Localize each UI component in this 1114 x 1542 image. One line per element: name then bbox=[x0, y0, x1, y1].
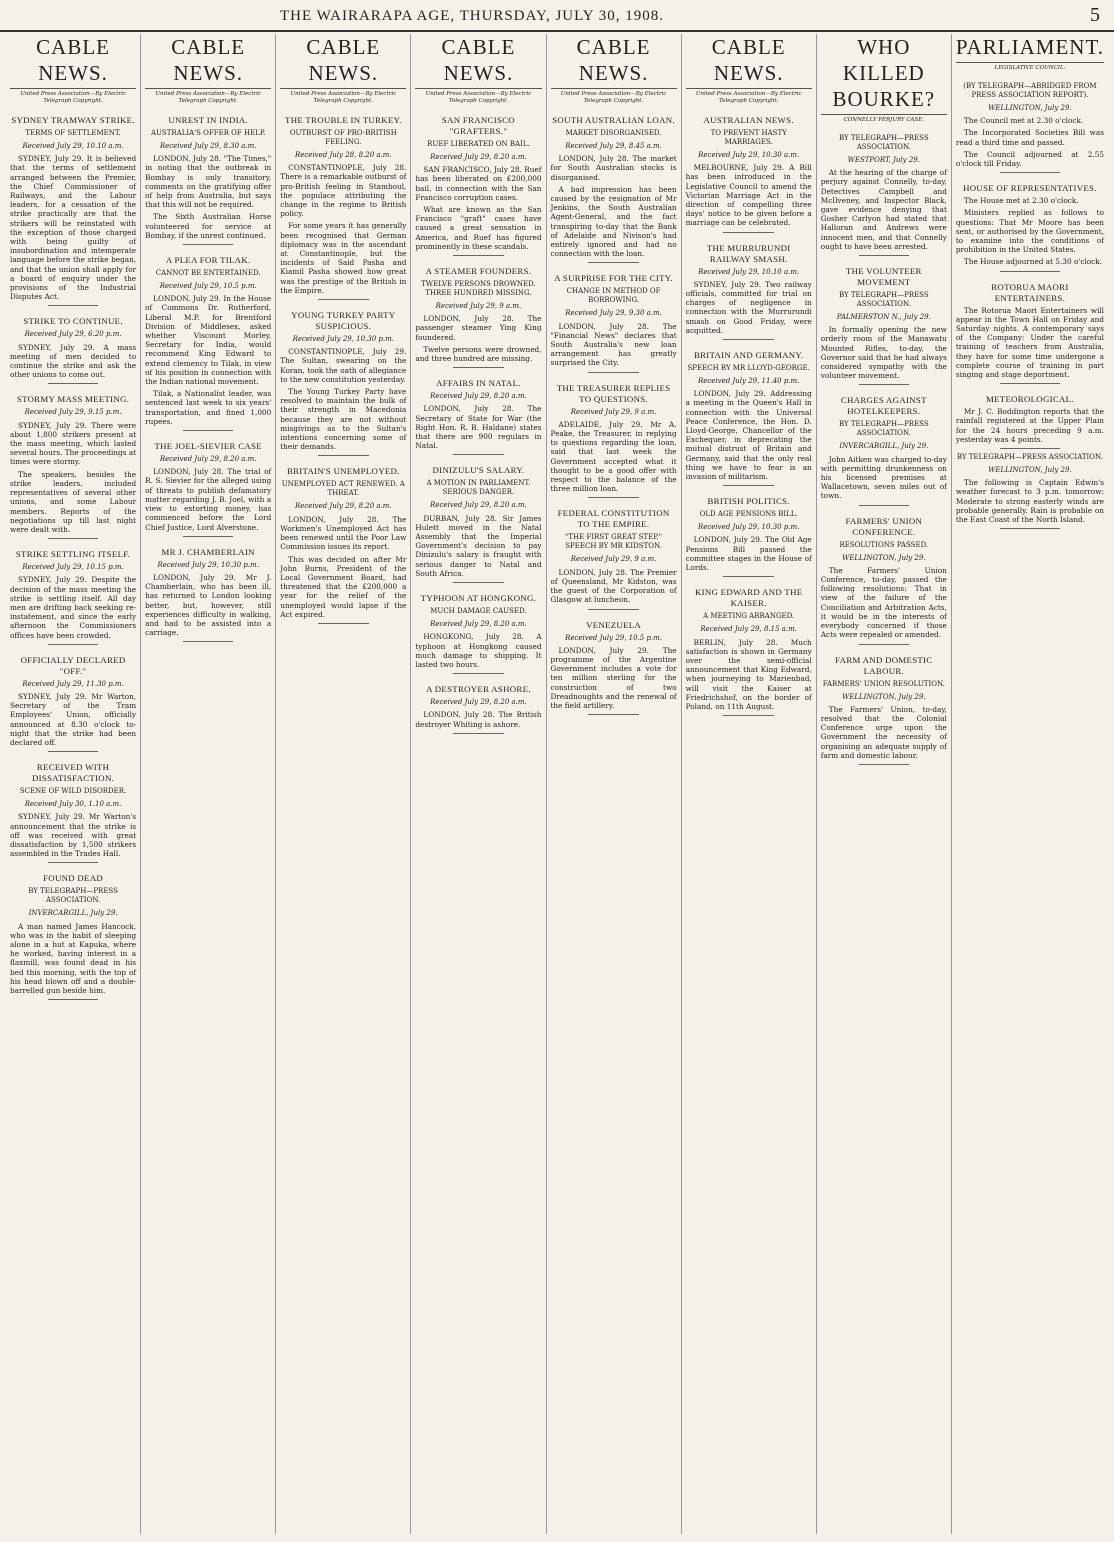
article-headline: HOUSE OF REPRESENTATIVES. bbox=[963, 183, 1097, 194]
article-dateline: Received July 29, 10.5 p.m. bbox=[159, 282, 257, 291]
divider bbox=[48, 999, 98, 1000]
column-header: PARLIAMENT. bbox=[956, 34, 1104, 63]
column-header: CABLE NEWS. bbox=[415, 34, 541, 89]
divider bbox=[588, 372, 638, 373]
article-paragraph: MELBOURNE, July 29. A Bill has been introduced in the Legislative Council to amend the Victorian Marriage Act in the direction of compelling three days' notice to be given before a marriage can be celebrated. bbox=[685, 163, 812, 228]
article-headline: A STEAMER FOUNDERS. bbox=[425, 266, 532, 277]
article-headline: SOUTH AUSTRALIAN LOAN. bbox=[552, 115, 675, 125]
article-paragraph: In formally opening the new orderly room of the Manawatu Mounted Rifles, to-day, the Governor said that he had always considered sympathy with the volunteer movement. bbox=[820, 325, 947, 381]
divider bbox=[318, 623, 368, 624]
article-paragraph: The House met at 2.30 o'clock. bbox=[963, 196, 1079, 206]
article-headline: VENEZUELA bbox=[586, 619, 642, 630]
article-headline: STORMY MASS MEETING. bbox=[16, 394, 130, 405]
article-paragraph: HONGKONG, July 28. A typhoon at Hongkong caused much damage to shipping. It lasted two hours. bbox=[415, 632, 542, 669]
article-subheading: BY TELEGRAPH—PRESS ASSOCIATION. bbox=[956, 453, 1103, 462]
article-dateline: WELLINGTON, July 29. bbox=[842, 553, 926, 562]
article-paragraph: CONSTANTINOPLE, July 29. The Sultan, swearing on the Koran, took the oath of allegiance to the new constitution yesterday. bbox=[280, 347, 407, 384]
column-credit: United Press Association—By Electric Telegraph Copyright. bbox=[20, 91, 126, 104]
article-subheading: CANNOT BE ENTERTAINED. bbox=[155, 269, 261, 278]
article-headline: FEDERAL CONSTITUTION TO THE EMPIRE. bbox=[557, 508, 670, 530]
column-header: CABLE NEWS. bbox=[551, 34, 677, 89]
article-paragraph: Twelve persons were drowned, and three hundred are missing. bbox=[415, 344, 542, 364]
article-dateline: Received July 29, 8.20 a.m. bbox=[430, 501, 527, 510]
article-headline: FOUND DEAD bbox=[43, 873, 104, 884]
article-subheading: RUEF LIBERATED ON BAIL. bbox=[427, 140, 530, 148]
article-headline: STRIKE SETTLING ITSELF. bbox=[15, 549, 131, 560]
article-dateline: Received July 29, 8.15 a.m. bbox=[700, 625, 798, 634]
column bbox=[682, 34, 817, 1534]
divider bbox=[48, 751, 98, 752]
article-paragraph: The Sixth Australian Horse volunteered for service at Bombay, if the unrest continued. bbox=[145, 212, 272, 240]
article-dateline: Received July 29, 8.20 a.m. bbox=[294, 502, 392, 511]
article-dateline: PALMERSTON N., July 29. bbox=[836, 313, 931, 322]
article-dateline: WELLINGTON, July 29. bbox=[988, 466, 1072, 475]
article-dateline: Received July 29, 9 a.m. bbox=[570, 407, 657, 416]
article-paragraph: Tilak, a Nationalist leader, was sentenced last week to six years' transportation, and fined 1,000 rupees. bbox=[145, 389, 272, 426]
article-subheading: TERMS OF SETTLEMENT. bbox=[25, 129, 121, 137]
column-header: CABLE NEWS. bbox=[145, 34, 271, 89]
article-paragraph: The Incorporated Societies Bill was read a third time and passed. bbox=[955, 128, 1104, 147]
column bbox=[952, 34, 1108, 1534]
article-headline: FARMERS' UNION CONFERENCE. bbox=[845, 515, 923, 537]
article-paragraph: The Young Turkey Party have resolved to maintain the bulk of their strength in Macedonia because they are not without misgivings as to the Sultan's intentions concerning some of their demands. bbox=[280, 387, 407, 452]
article-paragraph: At the hearing of the charge of perjury against Connelly, to-day, Detectives Campbell and McIlveney, and Inspector Black, gave evidence denying that Gosher Carlyon had stated that Halloran and Andrews were innocent men, and that Connelly ought to have been arrested. bbox=[820, 168, 947, 251]
article-paragraph: LONDON, July 28. The market for South Australian stocks is disorganised. bbox=[550, 154, 677, 182]
article-subheading: OUTBURST OF PRO-BRITISH FEELING. bbox=[289, 129, 397, 146]
article-headline: OFFICIALLY DECLARED "OFF." bbox=[20, 654, 126, 676]
article-headline: AUSTRALIAN NEWS. bbox=[703, 115, 794, 125]
article-paragraph: LONDON, July 29. Mr J. Chamberlain, who has been ill, has returned to London looking better, but, however, still experiences difficulty in walking, and had to be assisted into a carriage. bbox=[145, 572, 272, 638]
divider bbox=[48, 644, 98, 645]
column-header: CABLE NEWS. bbox=[686, 34, 812, 89]
column-credit: United Press Association—By Electric Telegraph Copyright. bbox=[695, 91, 802, 104]
divider bbox=[453, 367, 503, 368]
divider bbox=[183, 536, 233, 537]
article-paragraph: CONSTANTINOPLE, July 28. There is a remarkable outburst of pro-British feeling in Stamboul, the populace attributing the change in the regime to British policy. bbox=[280, 163, 407, 219]
divider bbox=[318, 299, 368, 300]
column-credit: United Press Association—By Electric Telegraph Copyright. bbox=[560, 91, 667, 104]
article-paragraph: The Farmers' Union Conference, to-day, passed the following resolutions: That in view of the failure of the Conciliation and Arbitration Acts, it would be in the interests of everybody concerned if those Acts were repealed or amended. bbox=[820, 565, 947, 640]
article-subheading: TWELVE PERSONS DROWNED. THREE HUNDRED MISSING. bbox=[421, 280, 536, 298]
divider bbox=[723, 715, 773, 716]
article-paragraph: A bad impression has been caused by the resignation of Mr Jenkins, the South Australian Agent-General, and the fact transpiring to-day that the Bank of Adelaide and Nivison's had entirely ignored and had no connection with the loan. bbox=[550, 184, 677, 259]
article-paragraph: For some years it has generally been recognised that German diplomacy was in the ascendant at Constantinople, but the incidents of Said Pasha and Kiamil Pasha showed how great was the prestige of the British in the Empire. bbox=[280, 221, 407, 295]
article-subheading: SCENE OF WILD DISORDER. bbox=[19, 787, 127, 796]
article-subheading: BY TELEGRAPH—PRESS ASSOCIATION. bbox=[838, 291, 929, 309]
article-subheading: BY TELEGRAPH—PRESS ASSOCIATION. bbox=[838, 420, 929, 438]
divider bbox=[859, 505, 909, 506]
article-headline: KING EDWARD AND THE KAISER. bbox=[694, 587, 803, 609]
article-headline: STRIKE TO CONTINUE. bbox=[23, 316, 123, 327]
article-paragraph: LONDON, July 28. The Premier of Queensland, Mr Kidston, was the guest of the Corporation of Glasgow at luncheon. bbox=[550, 567, 677, 605]
divider bbox=[1000, 528, 1059, 529]
article-dateline: Received July 29, 10.30 a.m. bbox=[698, 151, 800, 159]
article-paragraph: Ministers replied as follows to questions: That Mr Moore has been sent, or authorised by the Government, to examine into the conditions of prohibition in the United States. bbox=[955, 208, 1104, 255]
column-header: CABLE NEWS. bbox=[280, 34, 406, 89]
divider bbox=[48, 383, 98, 384]
divider bbox=[48, 538, 98, 539]
divider bbox=[588, 714, 638, 715]
column bbox=[411, 34, 546, 1534]
article-dateline: Received July 29, 9.15 p.m. bbox=[24, 408, 122, 417]
article-headline: THE JOEL-SIEVIER CASE bbox=[154, 441, 262, 452]
divider bbox=[723, 576, 773, 577]
column-credit: CONNELLY PERJURY CASE. bbox=[843, 117, 925, 123]
article-headline: AFFAIRS IN NATAL. bbox=[436, 378, 521, 389]
column-credit: United Press Association—By Electric Telegraph Copyright. bbox=[155, 91, 262, 104]
article-paragraph: LONDON, July 28. The trial of R. S. Sievier for the alleged using of threats to publish defamatory matter regarding J. B. Joel, with a view to extorting money, has commenced before the Lord Chief Justice, Lord Alverstone. bbox=[145, 467, 272, 532]
article-headline: THE TROUBLE IN TURKEY. bbox=[285, 115, 402, 125]
article-paragraph: ADELAIDE, July 29. Mr A. Peake, the Treasurer, in replying to questions regarding the loan, said that last week the Government accepted what it thought to be a good offer with respect to the balance of the three million loan. bbox=[550, 419, 677, 494]
article-subheading: MUCH DAMAGE CAUSED. bbox=[430, 607, 527, 616]
article-subheading: RESOLUTIONS PASSED. bbox=[839, 540, 929, 549]
divider bbox=[453, 582, 503, 583]
article-dateline: WELLINGTON, July 29. bbox=[988, 104, 1072, 112]
article-headline: FARM AND DOMESTIC LABOUR. bbox=[835, 654, 933, 676]
article-paragraph: This was decided on after Mr John Burns, President of the Local Government Board, had threatened that the £200,000 a year for the relief of the unemployed would lapse if the Act expired. bbox=[280, 554, 407, 619]
article-dateline: WELLINGTON, July 29. bbox=[842, 692, 926, 701]
article-headline: METEOROLOGICAL. bbox=[986, 394, 1074, 405]
divider bbox=[453, 673, 503, 674]
article-paragraph: DURBAN, July 28. Sir James Hulett moved in the Natal Assembly that the Imperial Government's decision to pay Dinizulu's salary is fraught with serious danger to Natal and South Africa. bbox=[415, 513, 542, 578]
article-headline: THE TREASURER REPLIES TO QUESTIONS. bbox=[556, 382, 671, 404]
article-subheading: FARMERS' UNION RESOLUTION. bbox=[822, 679, 945, 688]
article-dateline: Received July 29, 8.45 a.m. bbox=[565, 142, 662, 150]
article-subheading: TO PREVENT HASTY MARRIAGES. bbox=[710, 129, 787, 146]
divider bbox=[453, 454, 503, 455]
article-subheading: A MEETING ARRANGED. bbox=[703, 612, 795, 621]
article-headline: SYDNEY TRAMWAY STRIKE. bbox=[11, 115, 135, 125]
article-dateline: Received July 29, 10.30 p.m. bbox=[697, 523, 800, 532]
article-subheading: AUSTRALIA'S OFFER OF HELP. bbox=[150, 129, 266, 137]
article-paragraph: LONDON, July 29. The Old Age Pensions Bill passed the committee stages in the House of Lords. bbox=[685, 535, 812, 573]
column-credit: LEGISLATIVE COUNCIL. bbox=[994, 65, 1066, 71]
article-dateline: Received July 29, 8.20 a.m. bbox=[159, 455, 257, 464]
article-paragraph: SYDNEY, July 29. Mr Warton, Secretary of the Tram Employees' Union, officially announced at 8.30 o'clock to-night that the strike had been declared off. bbox=[10, 691, 137, 747]
article-dateline: INVERCARGILL, July 29. bbox=[839, 442, 929, 451]
article-dateline: Received July 28, 8.20 a.m. bbox=[294, 151, 392, 159]
divider bbox=[453, 733, 503, 734]
divider bbox=[183, 244, 233, 245]
article-headline: SAN FRANCISCO "GRAFTERS." bbox=[441, 115, 515, 136]
article-headline: RECEIVED WITH DISSATISFACTION. bbox=[32, 762, 115, 784]
article-dateline: Received July 29, 10.10 a.m. bbox=[698, 267, 800, 276]
article-paragraph: Mr J. C. Boddington reports that the rainfall registered at the Upper Plain for the 24 hours preceding 9 a.m. yesterday was 4 points. bbox=[955, 407, 1104, 444]
article-paragraph: LONDON, July 28. The Secretary of State for War (the Right Hon. R. B. Haldane) states that there are 900 regulars in Natal. bbox=[415, 404, 542, 451]
divider bbox=[859, 764, 909, 765]
article-subheading: UNEMPLOYED ACT RENEWED. A THREAT. bbox=[281, 480, 405, 498]
article-subheading: BY TELEGRAPH—PRESS ASSOCIATION. bbox=[838, 134, 929, 151]
article-paragraph: SAN FRANCISCO, July 28. Ruef has been liberated on £200,000 bail, in connection with the San Francisco corruption cases. bbox=[415, 165, 542, 202]
divider bbox=[859, 644, 909, 645]
article-subheading: OLD AGE PENSIONS BILL. bbox=[699, 510, 798, 519]
article-dateline: WESTPORT, July 29. bbox=[847, 156, 920, 164]
column bbox=[6, 34, 141, 1534]
article-paragraph: The following is Captain Edwin's weather forecast to 3 p.m. tomorrow: Moderate to strong easterly winds are probable generally. Rain is probable on the East Coast of the North Island. bbox=[955, 478, 1104, 525]
article-dateline: Received July 29, 9 a.m. bbox=[435, 302, 522, 311]
article-paragraph: LONDON, July 28. The passenger steamer Ying King foundered. bbox=[415, 314, 542, 342]
article-paragraph: What are known as the San Francisco "graft" cases have caused a great sensation in America, and Ruef has figured prominently in these scandals. bbox=[415, 205, 542, 251]
column-credit: United Press Association—By Electric Telegraph Copyright. bbox=[290, 91, 397, 104]
article-paragraph: A man named James Hancock, who was in the habit of sleeping alone in a hut at Kapuka, where he worked, having interest in a flaxmill, was found dead in his bed this morning, with the top of his head blown off and a double-barrelled gun beside him. bbox=[10, 921, 137, 995]
column bbox=[276, 34, 411, 1534]
article-paragraph: The Farmers' Union, to-day, resolved that the Colonial Conference urge upon the Government the necessity of organising an adequate supply of farm and domestic labour. bbox=[820, 704, 947, 760]
article-dateline: Received July 29, 8.20 a.m. bbox=[430, 153, 527, 161]
divider bbox=[723, 339, 773, 340]
article-dateline: Received July 29, 8.20 a.m. bbox=[430, 392, 527, 401]
article-paragraph: SYDNEY, July 29. Despite the decision of the mass meeting the strike is settling itself. All day men are drifting back seeking re-instatement, and since the early afternoon the Commissioners offices have been crowded. bbox=[10, 575, 137, 640]
divider bbox=[48, 862, 98, 863]
article-headline: YOUNG TURKEY PARTY SUSPICIOUS. bbox=[291, 310, 396, 332]
column bbox=[141, 34, 276, 1534]
article-headline: BRITAIN AND GERMANY. bbox=[693, 350, 804, 361]
article-paragraph: SYDNEY, July 29. A mass meeting of men decided to continue the strike and ask the other unions to come out. bbox=[10, 342, 137, 380]
article-dateline: Received July 29, 9 a.m. bbox=[570, 555, 657, 564]
article-headline: A DESTROYER ASHORE. bbox=[426, 684, 531, 695]
page-number: 5 bbox=[1090, 4, 1100, 26]
article-paragraph: SYDNEY, July 29. There were about 1,800 strikers present at the mass meeting, which lasted several hours. The proceedings at times were stormy. bbox=[10, 420, 137, 467]
article-subheading: SPEECH BY MR LLOYD-GEORGE. bbox=[687, 364, 810, 373]
article-subheading: "THE FIRST GREAT STEP." SPEECH BY MR KIDSTON. bbox=[565, 533, 662, 551]
article-headline: ROTORUA MAORI ENTERTAINERS. bbox=[991, 281, 1069, 303]
article-paragraph: LONDON, July 28. The Workmen's Unemployed Act has been renewed until the Poor Law Commission issues its report. bbox=[280, 514, 407, 552]
divider bbox=[723, 232, 773, 233]
article-dateline: Received July 29, 11.30 p.m. bbox=[22, 679, 124, 688]
article-dateline: Received July 30, 1.10 a.m. bbox=[24, 800, 122, 809]
article-dateline: Received July 29, 10.5 p.m. bbox=[565, 633, 663, 642]
masthead bbox=[0, 6, 1114, 32]
article-headline: A PLEA FOR TILAK. bbox=[165, 255, 251, 266]
divider bbox=[453, 255, 503, 256]
article-dateline: Received July 29, 10.30 p.m. bbox=[157, 560, 259, 569]
article-dateline: Received July 29, 8.20 a.m. bbox=[430, 698, 527, 707]
article-headline: DINIZULU'S SALARY. bbox=[432, 465, 525, 476]
divider bbox=[859, 384, 909, 385]
article-dateline: INVERCARGILL, July 29. bbox=[28, 909, 118, 918]
article-headline: A SURPRISE FOR THE CITY. bbox=[554, 273, 673, 284]
article-headline: THE MURRURUNDI RAILWAY SMASH. bbox=[706, 242, 791, 264]
article-headline: TYPHOON AT HONGKONG. bbox=[420, 593, 537, 604]
article-headline: MR J. CHAMBERLAIN bbox=[161, 546, 255, 557]
divider bbox=[1000, 172, 1059, 173]
article-subheading: (BY TELEGRAPH—ABRIDGED FROM PRESS ASSOCIATION REPORT). bbox=[963, 82, 1097, 99]
masthead-title: THE WAIRARAPA AGE, THURSDAY, JULY 30, 1908. bbox=[280, 8, 665, 24]
article-paragraph: John Aitken was charged to-day with permitting drunkenness on his licensed premises at Wallacetown, seven miles out of town. bbox=[820, 454, 947, 501]
article-paragraph: The Rotorua Maori Entertainers will appear in the Town Hall on Friday and Saturday nights. A contemporary says of the Company: Under the careful training of teachers from Australia, they have for some time undergone a complete course of training in part singing and stage deportment. bbox=[955, 305, 1104, 380]
article-subheading: MARKET DISORGANISED. bbox=[565, 129, 662, 137]
article-paragraph: LONDON, July 29. Addressing a meeting in the Queen's Hall in connection with the Universal Peace Conference, the Hon. D. Lloyd-George, Chancellor of the Exchequer, in deprecating the mutual distrust of Britain and Germany, said that the only real thing we have to fear is an invasion of militarism. bbox=[685, 389, 812, 482]
article-headline: UNREST IN INDIA. bbox=[168, 115, 249, 125]
column-header: CABLE NEWS. bbox=[10, 34, 136, 89]
article-paragraph: BERLIN, July 28. Much satisfaction is shown in Germany over the semi-official announcement that King Edward, when journeying to Marienbad, will visit the Kaiser at Friedrichshof, on the border of Poland, on 11th August. bbox=[685, 637, 812, 711]
article-headline: BRITAIN'S UNEMPLOYED. bbox=[286, 466, 400, 477]
divider bbox=[1000, 448, 1059, 449]
divider bbox=[588, 609, 638, 610]
article-dateline: Received July 29, 8.30 a.m. bbox=[159, 142, 257, 150]
article-paragraph: LONDON, July 28. "The Times," in noting that the outbreak in Bombay is only transitory, comments on the gratifying offer of help from Australia, but says that this will not be required. bbox=[145, 154, 272, 210]
article-paragraph: The Council met at 2.30 o'clock. bbox=[963, 116, 1084, 126]
article-paragraph: LONDON, July 29. In the House of Commons Dr. Rutherford, Liberal M.P. for Brentford Division of Middlesex, asked whether Viscount Morley, Secretary for India, would recommend King Edward to extend clemency to Tilak, in view of his position in connection with the Indian national movement. bbox=[145, 294, 272, 387]
article-subheading: CHANGE IN METHOD OF BORROWING. bbox=[566, 287, 661, 305]
article-dateline: Received July 29, 8.20 a.m. bbox=[430, 620, 527, 629]
article-paragraph: SYDNEY, July 29. Mr Warton's announcement that the strike is off was received with great dissatisfaction by 1,500 strikers assembled in the Trades Hall. bbox=[10, 812, 137, 859]
article-paragraph: SYDNEY, July 29. Two railway officials, committed for trial on charges of negligence in connection with the Murrurundi smash on Good Friday, were acquitted. bbox=[685, 279, 812, 335]
divider bbox=[588, 497, 638, 498]
article-paragraph: LONDON, July 28. The British destroyer Whiting is ashore. bbox=[415, 710, 542, 729]
article-dateline: Received July 29, 11.40 p.m. bbox=[697, 377, 800, 386]
divider bbox=[723, 485, 773, 486]
article-headline: THE VOLUNTEER MOVEMENT bbox=[845, 266, 922, 288]
article-paragraph: The speakers, besides the strike leaders, included representatives of several other unions, and some Labour members. Reports of the negotiations up till last night were dealt with. bbox=[10, 469, 137, 534]
article-dateline: Received July 29, 10.30 p.m. bbox=[292, 335, 395, 344]
article-subheading: A MOTION IN PARLIAMENT. SERIOUS DANGER. bbox=[426, 479, 531, 497]
newspaper-columns bbox=[6, 34, 1108, 1534]
divider bbox=[48, 305, 98, 306]
column bbox=[817, 34, 952, 1534]
column-header: WHO KILLED BOURKE? bbox=[821, 34, 947, 115]
article-paragraph: LONDON, July 29. The programme of the Argentine Government includes a vote for ten million sterling for the construction of two Dreadnoughts and the renewal of the field artillery. bbox=[550, 645, 677, 710]
divider bbox=[183, 430, 233, 431]
article-paragraph: The Council adjourned at 2.55 o'clock till Friday. bbox=[955, 149, 1104, 169]
column-credit: United Press Association—By Electric Telegraph Copyright. bbox=[425, 91, 532, 104]
divider bbox=[318, 455, 368, 456]
article-dateline: Received July 29, 10.15 p.m. bbox=[22, 563, 124, 572]
divider bbox=[183, 641, 233, 642]
article-headline: BRITISH POLITICS. bbox=[707, 496, 790, 507]
article-paragraph: The House adjourned at 5.30 o'clock. bbox=[963, 257, 1102, 267]
article-paragraph: LONDON, July 28. The "Financial News" declares that South Australia's new loan arrangement has greatly surprised the City. bbox=[550, 321, 677, 368]
article-headline: CHARGES AGAINST HOTELKEEPERS. bbox=[840, 395, 927, 417]
article-paragraph: SYDNEY, July 29. It is believed that the terms of settlement arranged between the Premier, the Chief Commissioner of Railways, and the Labour leaders, for a cessation of the strike practically are that the strikers will be reinstated with the exception of those charged with being guilty of insubordination and intemperate language before the strike began, and that the union shall apply for a board of enquiry under the provisions of the Industrial Disputes Act. bbox=[10, 154, 137, 302]
divider bbox=[1000, 383, 1059, 384]
article-dateline: Received July 29, 9.30 a.m. bbox=[565, 309, 662, 318]
article-subheading: BY TELEGRAPH—PRESS ASSOCIATION. bbox=[28, 887, 118, 905]
article-dateline: Received July 29, 10.10 a.m. bbox=[22, 142, 124, 150]
column bbox=[547, 34, 682, 1534]
divider bbox=[588, 262, 638, 263]
divider bbox=[859, 255, 909, 256]
article-dateline: Received July 29, 6.20 p.m. bbox=[24, 330, 122, 339]
divider bbox=[1000, 271, 1059, 272]
